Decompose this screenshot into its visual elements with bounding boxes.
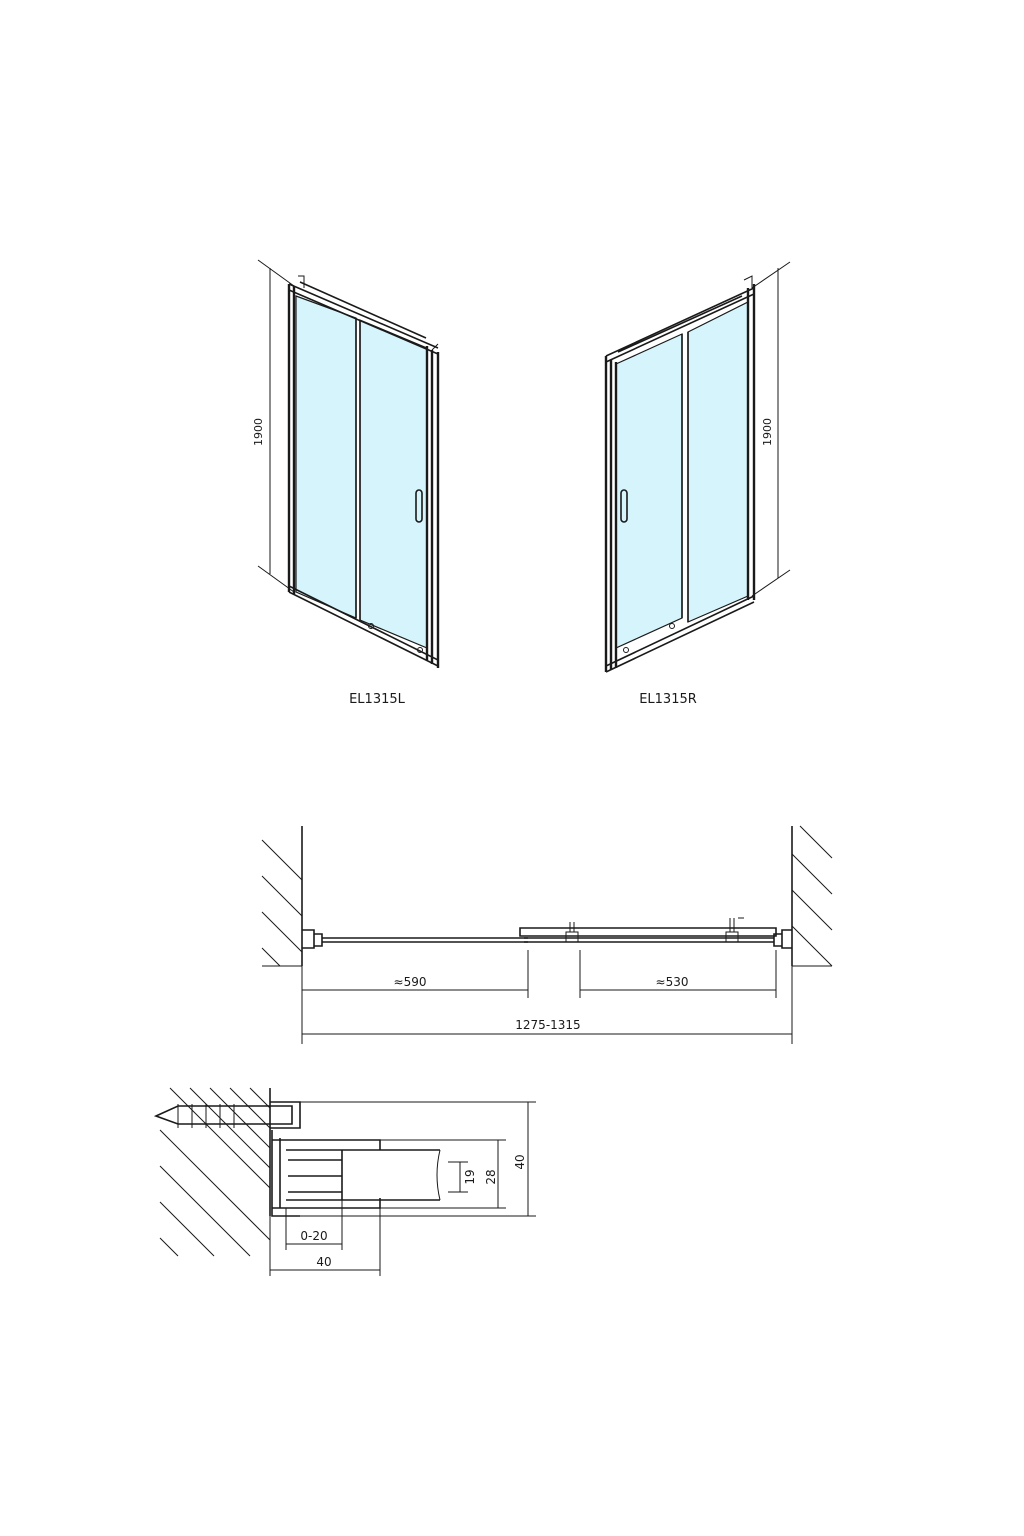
fixed-panel-dimension: ≈590 <box>393 975 427 989</box>
profile-detail <box>156 1088 536 1276</box>
right-fixed-glass-panel <box>688 302 748 622</box>
depth-dimension: 40 <box>316 1255 332 1269</box>
left-sliding-glass-panel <box>360 320 427 648</box>
door-opening-dimension: ≈530 <box>655 975 689 989</box>
glass-thickness-dimension: 19 <box>463 1169 477 1185</box>
outer-height-dimension: 40 <box>513 1154 527 1170</box>
right-height-dimension: 1900 <box>761 418 774 446</box>
adjustment-dimension: 0-20 <box>300 1229 328 1243</box>
left-height-dimension: 1900 <box>252 418 265 446</box>
elevation-right <box>606 262 790 707</box>
plan-view <box>262 826 832 1044</box>
left-fixed-glass-panel <box>296 296 356 618</box>
inner-height-dimension: 28 <box>484 1169 498 1185</box>
left-model-label: EL1315L <box>349 692 405 707</box>
total-width-dimension: 1275-1315 <box>515 1018 581 1032</box>
right-model-label: EL1315R <box>639 692 697 707</box>
elevation-left <box>252 260 438 707</box>
